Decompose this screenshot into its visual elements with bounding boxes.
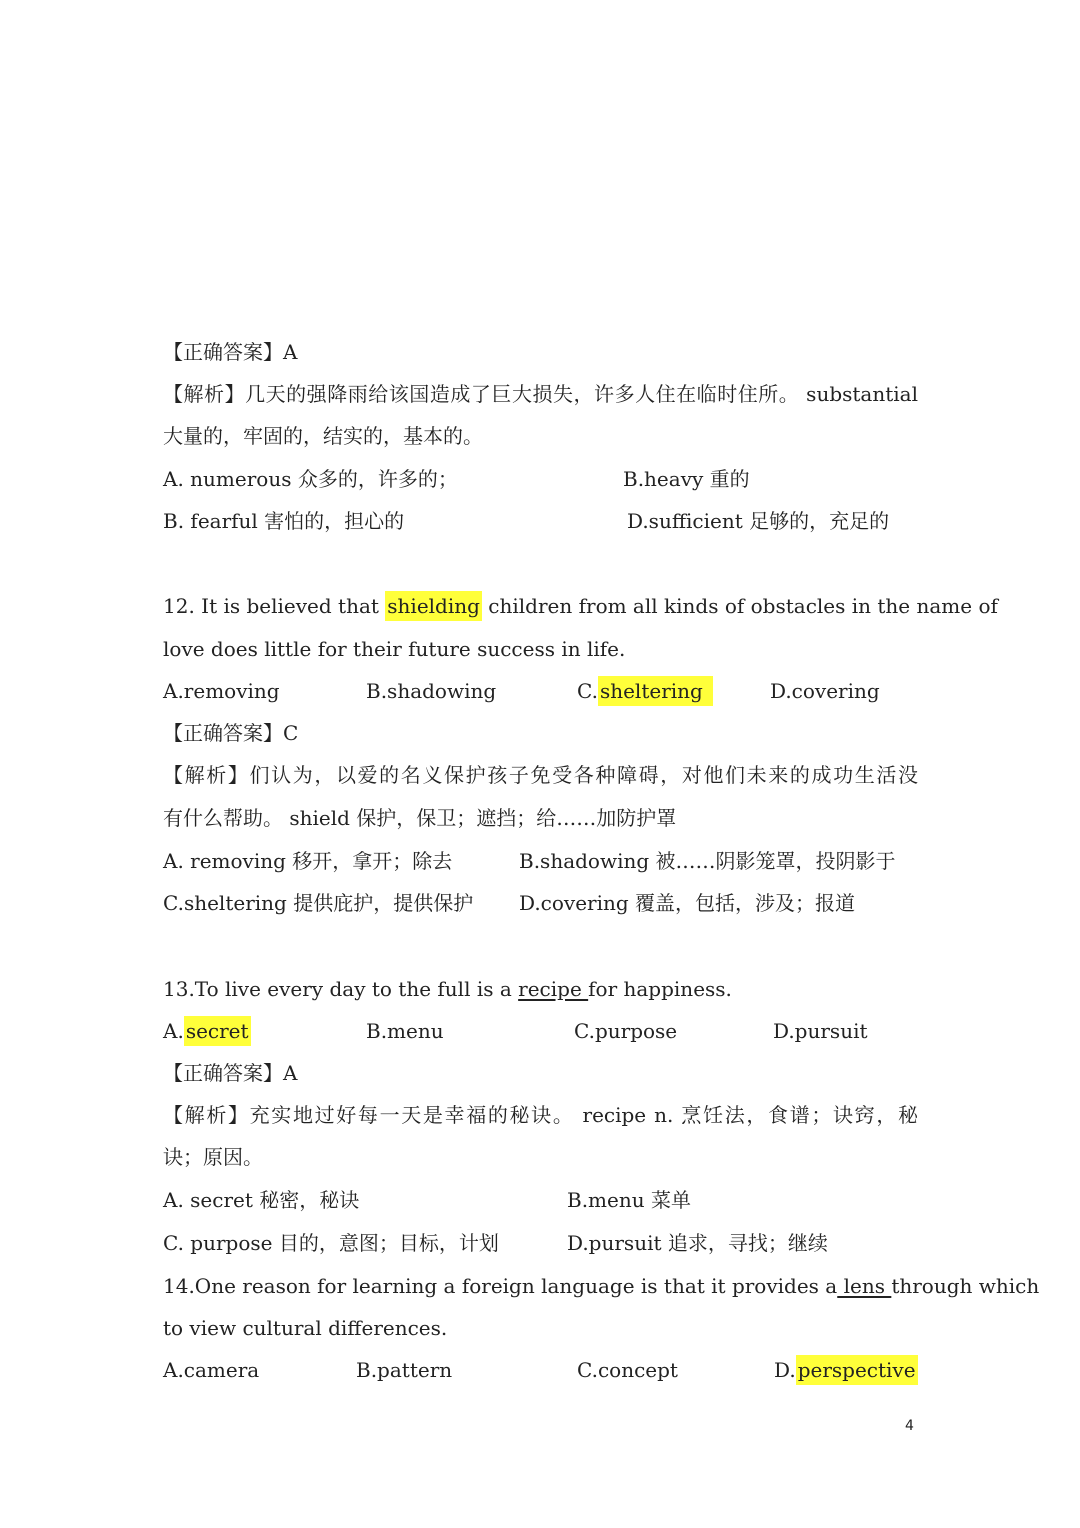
choice-letter: D.: [774, 1358, 796, 1382]
answer-label: 【正确答案】C: [163, 721, 299, 745]
analysis-text: 【解析】充实地过好每一天是幸福的秘诀。 recipe n. 烹饪法，食谱；诀窍，秘: [163, 1103, 918, 1127]
underlined-word: lens: [837, 1274, 892, 1298]
analysis-text: 【解析】几天的强降雨给该国造成了巨大损失，许多人住在临时住所。 substantial: [163, 382, 918, 406]
stem-text: 14.One reason for learning a foreign language is that it provides a: [163, 1274, 838, 1298]
gloss-option-b: B.shadowing 被……阴影笼罩，投阴影于: [519, 849, 896, 873]
gloss-option-d: D.pursuit 追求，寻找；继续: [567, 1231, 828, 1255]
analysis-text: 大量的，牢固的，结实的，基本的。: [163, 424, 483, 448]
choice-c: C.concept: [577, 1358, 678, 1382]
highlighted-choice: perspective: [796, 1355, 918, 1385]
gloss-option-d: D.covering 覆盖，包括，涉及；报道: [519, 891, 856, 915]
gloss-option-a: A. secret 秘密，秘诀: [163, 1188, 360, 1212]
stem-text: children from all kinds of obstacles in the name of: [481, 594, 998, 618]
highlighted-choice: sheltering: [598, 676, 713, 706]
highlighted-choice: secret: [184, 1016, 251, 1046]
question-12-stem: [163, 592, 998, 620]
underlined-word: recipe: [518, 977, 589, 1001]
gloss-option-b: B.menu 菜单: [567, 1188, 691, 1212]
choice-d: D.covering: [770, 679, 880, 703]
choice-c: [577, 677, 713, 705]
answer-label: 【正确答案】A: [163, 340, 298, 364]
gloss-option-c: C.sheltering 提供庇护，提供保护: [163, 891, 474, 915]
analysis-text: 诀；原因。: [163, 1145, 263, 1169]
choice-a: [163, 1017, 251, 1045]
gloss-option-c: C. purpose 目的，意图；目标，计划: [163, 1231, 499, 1255]
page-number: 4: [905, 1418, 914, 1434]
choice-d: [774, 1356, 918, 1384]
stem-text: 12. It is believed that: [163, 594, 386, 618]
question-14-stem-line2: to view cultural differences.: [163, 1316, 448, 1340]
analysis-text: 【解析】们认为，以爱的名义保护孩子免受各种障碍，对他们未来的成功生活没: [163, 763, 918, 787]
choice-b: B.menu: [366, 1019, 444, 1043]
question-12-stem-line2: love does little for their future success in life.: [163, 637, 626, 661]
gloss-option-a: A. numerous 众多的，许多的；: [163, 467, 458, 491]
choice-a: A.camera: [163, 1358, 260, 1382]
choice-b: B.pattern: [356, 1358, 453, 1382]
gloss-option-d: D.sufficient 足够的，充足的: [627, 509, 890, 533]
stem-text: for happiness.: [588, 977, 732, 1001]
stem-text: through which: [891, 1274, 1040, 1298]
choice-c: C.purpose: [574, 1019, 678, 1043]
answer-label: 【正确答案】A: [163, 1061, 298, 1085]
question-14-stem: [163, 1272, 1040, 1300]
choice-b: B.shadowing: [366, 679, 497, 703]
stem-text: 13.To live every day to the full is a: [163, 977, 519, 1001]
gloss-option-a: A. removing 移开，拿开；除去: [163, 849, 453, 873]
highlighted-word: shielding: [385, 591, 482, 621]
analysis-text: 有什么帮助。 shield 保护，保卫；遮挡；给……加防护罩: [163, 806, 677, 830]
gloss-option-c: B. fearful 害怕的，担心的: [163, 509, 405, 533]
gloss-option-b: B.heavy 重的: [623, 467, 750, 491]
choice-letter: C.: [577, 679, 598, 703]
question-13-stem: [163, 975, 918, 1003]
choice-letter: A.: [163, 1019, 184, 1043]
choice-a: A.removing: [163, 679, 280, 703]
choice-d: D.pursuit: [773, 1019, 868, 1043]
